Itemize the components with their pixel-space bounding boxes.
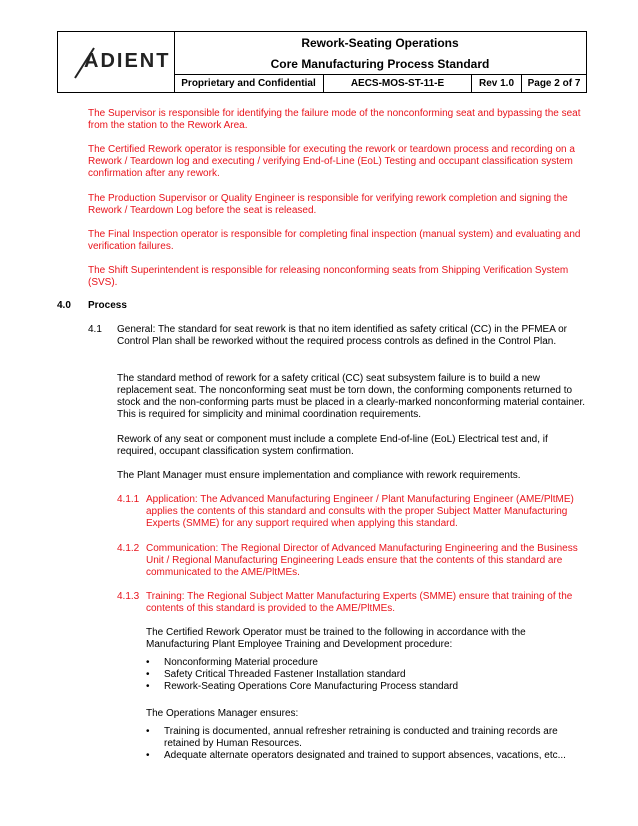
s41-number: 4.1	[88, 324, 102, 335]
resp-final-inspection: The Final Inspection operator is responsible for completing final inspection (manual system) and evaluating and verification failures.	[88, 229, 581, 252]
training-list	[146, 657, 586, 693]
s41-rework-test: Rework of any seat or component must include a complete End-of-line (EoL) Electrical test and, if required, occupant classification system confirmation.	[117, 434, 548, 457]
resp-rework-operator: The Certified Rework operator is responsible for executing the rework or teardown process and recording on a Rework / Teardown log and executing / verifying End-of-Line (EoL) Testing and occupant classification system confirmation after any rework.	[88, 144, 575, 179]
s412-communication: Communication: The Regional Director of Advanced Manufacturing Engineering and the Business Unit / Regional Manufacturing Engineering Leads ensure that the contents of this standard are communicated to the AME/PltMEs.	[146, 543, 578, 578]
s41-standard-method: The standard method of rework for a safety critical (CC) seat subsystem failure is to build a new replacement seat. The nonconforming seat must be torn down, the conforming components returned to stock and the non-conforming parts must be placed in a clearly-marked nonconforming material container. This is required for simplicity and minimal coordination requirements.	[117, 373, 586, 420]
adient-logo: ADIENT	[84, 50, 171, 72]
list-item: • Adequate alternate operators designated and trained to support absences, vacations, etc...	[146, 750, 578, 762]
resp-shift-superintendent: The Shift Superintendent is responsible for releasing nonconforming seats from Shipping Verification System (SVS).	[88, 265, 569, 288]
section-title: Process	[88, 300, 127, 311]
manager-list	[146, 726, 578, 762]
s413-number: 4.1.3	[117, 591, 140, 602]
doc-title-line1: Rework-Seating Operations	[301, 36, 459, 50]
document-header	[57, 31, 587, 93]
logo-cell	[58, 32, 175, 92]
list-item: • Rework-Seating Operations Core Manufacturing Process standard	[146, 681, 586, 693]
resp-supervisor: The Supervisor is responsible for identifying the failure mode of the nonconforming seat and bypassing the seat from the station to the Rework Area.	[88, 108, 581, 131]
revision: Rev 1.0	[472, 75, 522, 93]
s413-operations-manager: The Operations Manager ensures:	[146, 708, 299, 719]
s413-training: Training: The Regional Subject Matter Manufacturing Experts (SMME) ensure that training of the contents of this standard is provided to the AME/PltMEs.	[146, 591, 573, 614]
s411-number: 4.1.1	[117, 494, 140, 505]
resp-production-supervisor: The Production Supervisor or Quality Engineer is responsible for verifying rework completion and signing the Rework / Teardown Log before the seat is released.	[88, 193, 568, 216]
section-number: 4.0	[57, 300, 71, 311]
list-item: • Nonconforming Material procedure	[146, 657, 586, 669]
page-number: Page 2 of 7	[527, 78, 581, 89]
s413-operator-training: The Certified Rework Operator must be trained to the following in accordance with the Manufacturing Plant Employee Training and Development procedure:	[146, 627, 526, 650]
classification: Proprietary and Confidential	[174, 75, 324, 93]
list-item: • Safety Critical Threaded Fastener Installation standard	[146, 669, 586, 681]
list-item: • Training is documented, annual refresher retraining is conducted and training records are retained by Human Resources.	[146, 726, 578, 750]
s412-number: 4.1.2	[117, 543, 140, 554]
header-subrow	[174, 74, 586, 93]
doc-number: AECS-MOS-ST-11-E	[324, 75, 472, 93]
doc-title-line2: Core Manufacturing Process Standard	[270, 57, 490, 71]
s411-application: Application: The Advanced Manufacturing Engineer / Plant Manufacturing Engineer (AME/PltME) applies the contents of this standard and consults with the proper Subject Matter Manufacturing Experts (SMME) for any support required when applying this standard.	[146, 494, 574, 529]
s41-general: General: The standard for seat rework is that no item identified as safety critical (CC) in the PFMEA or Control Plan shall be reworked without the required process controls as defined in the Control Plan.	[117, 324, 568, 347]
s41-plant-manager: The Plant Manager must ensure implementation and compliance with rework requirements.	[117, 470, 521, 481]
